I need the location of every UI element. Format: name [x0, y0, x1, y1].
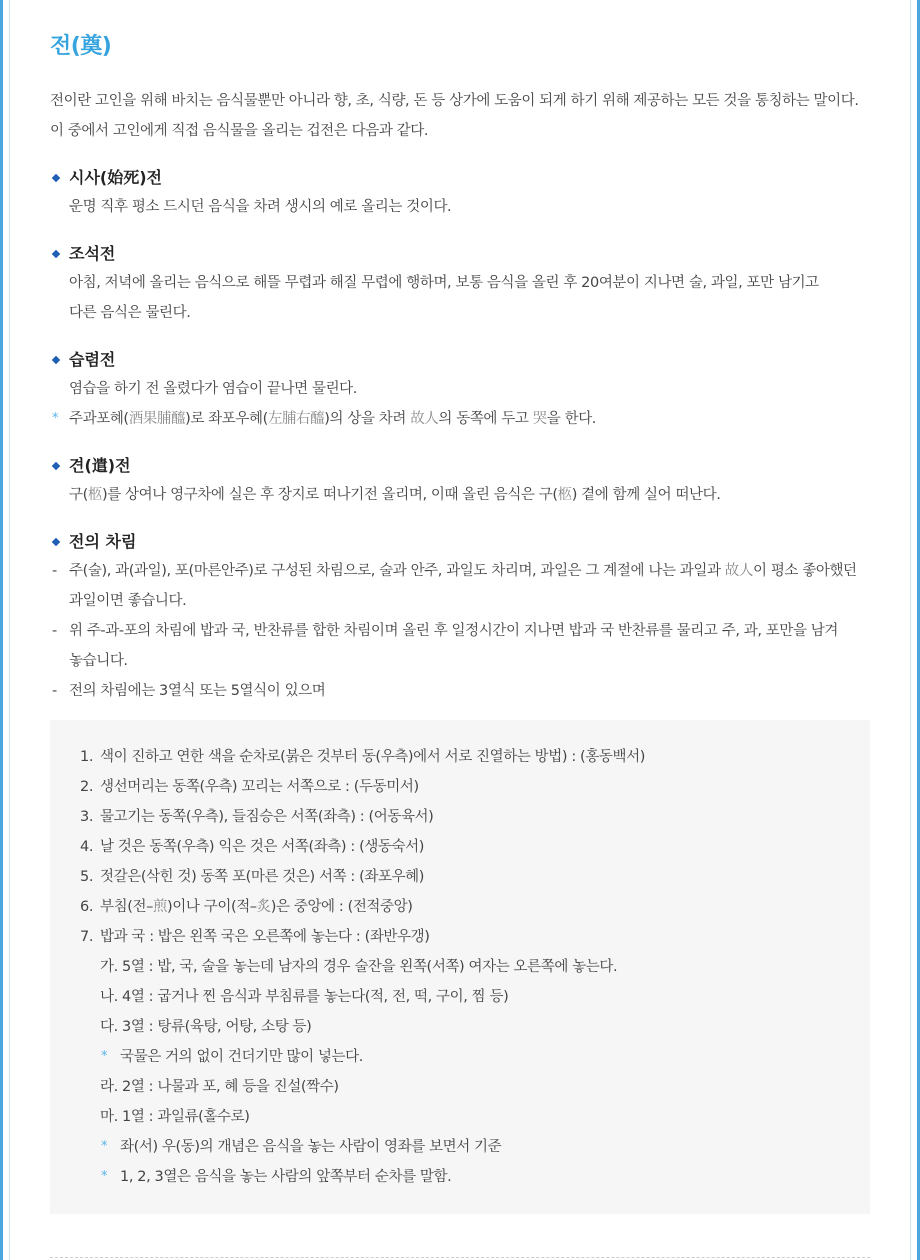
- diamond-icon: [52, 250, 60, 258]
- body-text: )를 상여나 영구차에 실은 후 장지로 떠나기전 올리며, 이때 올린 음식은 구(: [101, 487, 558, 503]
- diamond-icon: [52, 462, 60, 470]
- hanja-text: 故人: [410, 411, 439, 427]
- item-number: 7.: [80, 929, 94, 945]
- asterisk-icon: *: [52, 411, 59, 426]
- section-title: [50, 452, 870, 480]
- dash-bullet: -: [52, 623, 57, 639]
- item-text: )이나 구이(적–: [167, 899, 257, 915]
- item-text: 물고기는 동쪽(우측), 들짐승은 서쪽(좌측) : (어동육서): [100, 809, 434, 825]
- body-text: ) 곁에 함께 실어 떠난다.: [571, 487, 721, 503]
- arrangement-box: [50, 720, 870, 1214]
- item-number: 6.: [80, 899, 94, 915]
- section-title-text: 습렴전: [69, 350, 116, 369]
- item-text: 젓갈은(삭힌 것) 동쪽 포(마른 것은) 서쪽 : (좌포우혜): [100, 869, 425, 885]
- sub-item-ga: 가. 5열 : 밥, 국, 술을 놓는데 남자의 경우 술잔을 왼쪽(서쪽) 여자는 오른쪽에 놓는다.: [100, 959, 618, 975]
- section-body: 운명 직후 평소 드시던 음식을 차려 생시의 예로 올리는 것이다.: [69, 199, 452, 215]
- asterisk-icon: *: [101, 1049, 108, 1064]
- section-note: [50, 404, 870, 434]
- note-text: 주과포혜(: [69, 411, 129, 427]
- sub-note: [80, 1132, 870, 1162]
- item-number: 1.: [80, 749, 94, 765]
- dash-bullet: -: [52, 683, 57, 699]
- hanja-text: 酒果脯醯: [128, 411, 186, 427]
- dash-bullet: -: [52, 563, 57, 579]
- section-title-text: 조석전: [69, 244, 116, 263]
- list-item: [50, 616, 870, 676]
- note-text: 을 한다.: [546, 411, 597, 427]
- section-title: [50, 346, 870, 374]
- item-text: 주(술), 과(과일), 포(마른안주)로 구성된 차림으로, 술과 안주, 과일도 차리며, 과일은 그 계절에 나는 과일과: [69, 563, 725, 579]
- asterisk-icon: *: [101, 1139, 108, 1154]
- section-title-text: 시사(始死)전: [69, 168, 162, 187]
- section-title: [50, 240, 870, 268]
- section-title-text: 전의 차림: [69, 532, 137, 551]
- section-title-text: 견(遣)전: [69, 456, 131, 475]
- intro-line: 전이란 고인을 위해 바치는 음식물뿐만 아니라 향, 초, 식량, 돈 등 상가에 도움이 되게 하기 위해 제공하는 모든 것을 통칭하는 말이다.: [50, 93, 859, 109]
- diamond-icon: [52, 174, 60, 182]
- item-text: 생선머리는 동쪽(우측) 꼬리는 서쪽으로 : (두동미서): [100, 779, 419, 795]
- item-text: )은 중앙에 : (전적중앙): [270, 899, 413, 915]
- list-item-line: 과일이면 좋습니다.: [69, 593, 187, 609]
- note-text: 1, 2, 3열은 음식을 놓는 사람의 앞쪽부터 순차를 말함.: [120, 1169, 452, 1185]
- page-title: 전(奠): [50, 34, 112, 59]
- section-body-line: 다른 음식은 물린다.: [69, 305, 191, 321]
- article: [50, 30, 870, 1214]
- section-seumnyeom: [50, 346, 870, 434]
- section-joseok: [50, 240, 870, 328]
- note-text: 좌(서) 우(동)의 개념은 음식을 놓는 사람이 영좌를 보면서 기준: [120, 1139, 502, 1155]
- note-text: 국물은 거의 없이 건더기만 많이 넣는다.: [120, 1049, 363, 1065]
- hanja-text: 柩: [557, 487, 572, 503]
- list-item: [50, 556, 870, 616]
- list-item-line: 위 주-과-포의 차림에 밥과 국, 반찬류를 합한 차림이며 올린 후 일정시간이 지나면 밥과 국 반찬류를 물리고 주, 과, 포만을 남겨: [69, 623, 839, 639]
- hanja-text: 柩: [87, 487, 102, 503]
- diamond-icon: [52, 538, 60, 546]
- section-title: [50, 164, 870, 192]
- item-text: 부침(전–: [100, 899, 153, 915]
- item-text: 밥과 국 : 밥은 왼쪽 국은 오른쪽에 놓는다 : (좌반우갱): [100, 929, 430, 945]
- item-number: 2.: [80, 779, 94, 795]
- section-body: [50, 480, 870, 510]
- intro-paragraph: [50, 86, 870, 146]
- sub-note: [80, 1042, 870, 1072]
- hanja-text: 左脯右醯: [267, 411, 325, 427]
- sub-item-ma: 마. 1열 : 과일류(홀수로): [100, 1109, 250, 1125]
- item-text: 이 평소 좋아했던: [753, 563, 857, 579]
- section-gyeon: [50, 452, 870, 510]
- section-body: 염습을 하기 전 올렸다가 염습이 끝나면 물린다.: [69, 381, 357, 397]
- ordered-item: [80, 772, 870, 802]
- ordered-item: [80, 832, 870, 862]
- ordered-item: [80, 862, 870, 892]
- body-text: 구(: [69, 487, 88, 503]
- list-item-line: 놓습니다.: [69, 653, 128, 669]
- item-text: 날 것은 동쪽(우측) 익은 것은 서쪽(좌측) : (생동숙서): [100, 839, 425, 855]
- bottom-divider: [50, 1257, 870, 1258]
- section-charim: [50, 528, 870, 1214]
- sub-item-na: 나. 4열 : 굽거나 찐 음식과 부침류를 놓는다(적, 전, 떡, 구이, 찜 등): [100, 989, 509, 1005]
- list-item: [50, 676, 870, 706]
- hanja-text: 哭: [532, 411, 547, 427]
- note-text: )의 상을 차려: [324, 411, 411, 427]
- asterisk-icon: *: [101, 1169, 108, 1184]
- note-text: 의 동쪽에 두고: [438, 411, 533, 427]
- item-number: 3.: [80, 809, 94, 825]
- diamond-icon: [52, 356, 60, 364]
- note-text: )로 좌포우혜(: [185, 411, 268, 427]
- sub-note: [80, 1162, 870, 1192]
- section-body-line: 아침, 저녁에 올리는 음식으로 해뜰 무렵과 해질 무렵에 행하며, 보통 음식을 올린 후 20여분이 지나면 술, 과일, 포만 남기고: [69, 275, 819, 291]
- section-body: [50, 268, 870, 328]
- item-number: 5.: [80, 869, 94, 885]
- intro-line: 이 중에서 고인에게 직접 음식물을 올리는 겁전은 다음과 같다.: [50, 123, 429, 139]
- hanja-text: 故人: [724, 563, 753, 579]
- sub-item-da: 다. 3열 : 탕류(육탕, 어탕, 소탕 등): [100, 1019, 312, 1035]
- section-title: [50, 528, 870, 556]
- ordered-item: [80, 742, 870, 772]
- hanja-text: 炙: [256, 899, 271, 915]
- item-number: 4.: [80, 839, 94, 855]
- ordered-item: [80, 922, 870, 952]
- ordered-item: [80, 802, 870, 832]
- section-sisa: [50, 164, 870, 222]
- hanja-text: 煎: [152, 899, 168, 915]
- sub-item-ra: 라. 2열 : 나물과 포, 혜 등을 진설(짝수): [100, 1079, 339, 1095]
- item-text: 색이 진하고 연한 색을 순차로(붉은 것부터 동(우측)에서 서로 진열하는 방법) : (홍동백서): [100, 749, 645, 765]
- list-item-line: 전의 차림에는 3열식 또는 5열식이 있으며: [69, 683, 326, 699]
- ordered-item: [80, 892, 870, 922]
- list-item-line: [69, 556, 870, 586]
